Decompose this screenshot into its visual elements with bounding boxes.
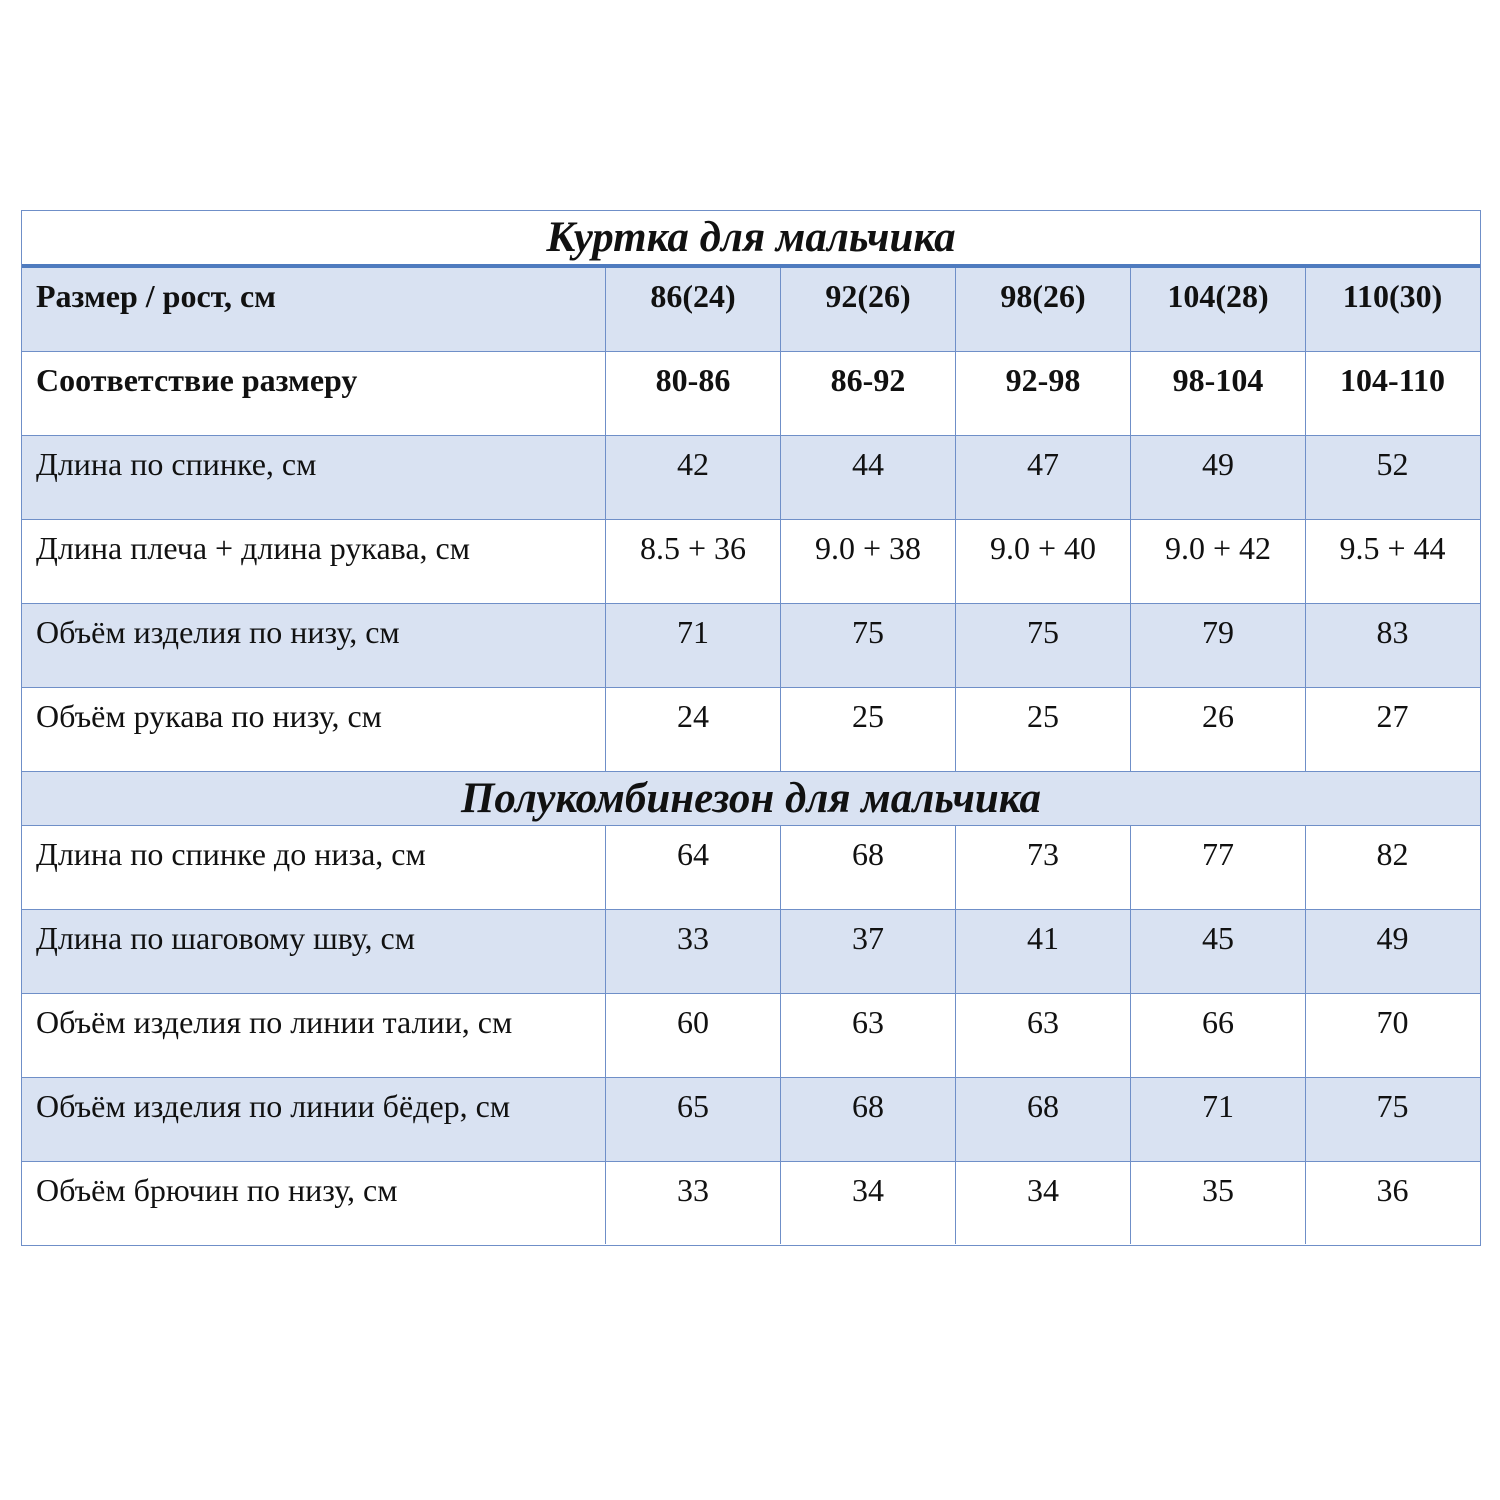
- table-row: [22, 604, 1480, 688]
- table-cell: 75: [956, 604, 1131, 687]
- table-cell: 34: [781, 1162, 956, 1244]
- row-label: Объём изделия по линии талии, см: [22, 994, 606, 1077]
- table-cell: 47: [956, 436, 1131, 519]
- table-row-size-height: [22, 268, 1480, 352]
- table-cell: 24: [606, 688, 781, 771]
- table-cell: 41: [956, 910, 1131, 993]
- table-cell: 92(26): [781, 268, 956, 351]
- jacket-title: Куртка для мальчика: [22, 211, 1480, 268]
- table-cell: 9.5 + 44: [1339, 530, 1446, 566]
- row-label: Длина плеча + длина рукава, см: [22, 520, 606, 603]
- table-row: [22, 688, 1480, 771]
- size-chart-table: [21, 210, 1481, 1246]
- row-label: Длина по спинке до низа, см: [22, 826, 606, 909]
- table-cell: 37: [781, 910, 956, 993]
- table-cell: 98(26): [956, 268, 1131, 351]
- table-cell: 36: [1376, 1172, 1409, 1208]
- table-cell: 68: [781, 826, 956, 909]
- table-cell: 63: [956, 994, 1131, 1077]
- table-cell: 9.0 + 42: [1131, 520, 1306, 603]
- table-cell: 49: [1376, 920, 1409, 956]
- table-cell: 65: [606, 1078, 781, 1161]
- table-cell: 92-98: [956, 352, 1131, 435]
- table-cell: 79: [1131, 604, 1306, 687]
- row-label: Объём брючин по низу, см: [22, 1162, 606, 1244]
- table-cell: 27: [1376, 698, 1409, 734]
- table-row: [22, 910, 1480, 994]
- table-cell: 80-86: [606, 352, 781, 435]
- table-cell: 44: [781, 436, 956, 519]
- table-row: [22, 1162, 1480, 1244]
- row-label: Объём изделия по низу, см: [22, 604, 606, 687]
- table-cell: 45: [1131, 910, 1306, 993]
- table-cell: 49: [1131, 436, 1306, 519]
- table-cell: 86-92: [781, 352, 956, 435]
- table-cell: 25: [956, 688, 1131, 771]
- table-cell: 98-104: [1131, 352, 1306, 435]
- table-cell: 104-110: [1340, 362, 1445, 398]
- table-cell: 9.0 + 40: [956, 520, 1131, 603]
- table-cell: 33: [606, 910, 781, 993]
- table-cell: 34: [956, 1162, 1131, 1244]
- row-label: Длина по спинке, см: [22, 436, 606, 519]
- table-cell: 25: [781, 688, 956, 771]
- row-label: Длина по шаговому шву, см: [22, 910, 606, 993]
- table-cell: 42: [606, 436, 781, 519]
- table-cell: 86(24): [606, 268, 781, 351]
- table-cell: 75: [1376, 1088, 1409, 1124]
- table-cell: 60: [606, 994, 781, 1077]
- table-cell: 77: [1131, 826, 1306, 909]
- table-cell: 71: [1131, 1078, 1306, 1161]
- row-label: Объём изделия по линии бёдер, см: [22, 1078, 606, 1161]
- table-cell: 82: [1376, 836, 1409, 872]
- table-row: [22, 436, 1480, 520]
- table-cell: 73: [956, 826, 1131, 909]
- table-row: [22, 1078, 1480, 1162]
- table-cell: 68: [956, 1078, 1131, 1161]
- table-cell: 75: [781, 604, 956, 687]
- table-row: [22, 994, 1480, 1078]
- table-cell: 33: [606, 1162, 781, 1244]
- table-cell: 64: [606, 826, 781, 909]
- table-cell: 35: [1131, 1162, 1306, 1244]
- table-cell: 104(28): [1131, 268, 1306, 351]
- table-cell: 71: [606, 604, 781, 687]
- table-cell: 66: [1131, 994, 1306, 1077]
- table-cell: 9.0 + 38: [781, 520, 956, 603]
- table-row: [22, 520, 1480, 604]
- table-cell: 26: [1131, 688, 1306, 771]
- table-cell: 83: [1376, 614, 1409, 650]
- table-cell: 70: [1376, 1004, 1409, 1040]
- table-cell: 63: [781, 994, 956, 1077]
- table-cell: 8.5 + 36: [606, 520, 781, 603]
- row-label: Объём рукава по низу, см: [22, 688, 606, 771]
- table-cell: 68: [781, 1078, 956, 1161]
- row-label: Размер / рост, см: [22, 268, 606, 351]
- row-label: Соответствие размеру: [22, 352, 606, 435]
- table-row: [22, 826, 1480, 910]
- overall-title: Полукомбинезон для мальчика: [22, 771, 1480, 826]
- table-cell: 110(30): [1342, 278, 1443, 314]
- table-cell: 52: [1376, 446, 1409, 482]
- table-row-size-match: [22, 352, 1480, 436]
